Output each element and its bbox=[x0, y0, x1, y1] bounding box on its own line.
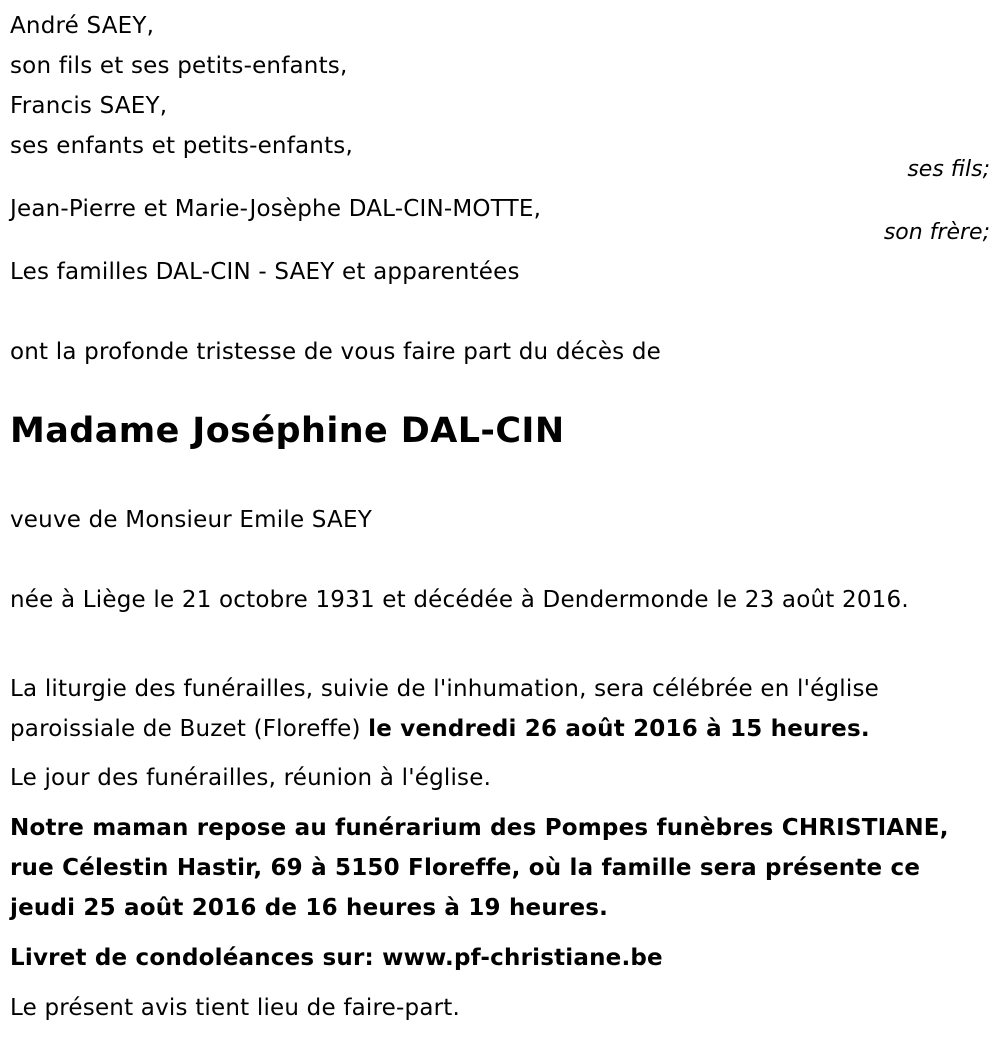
family-line-andre: André SAEY, bbox=[10, 13, 155, 39]
liturgy-date: le vendredi 26 août 2016 à 15 heures. bbox=[368, 716, 870, 742]
liturgy-text: La liturgie des funérailles, suivie de l'inhumation, sera célébrée en l'église paroissiale de Buzet (Floreffe) bbox=[10, 676, 880, 742]
condolences-text: Livret de condoléances sur: www.pf-christiane.be bbox=[10, 945, 663, 971]
gathering-text: Le jour des funérailles, réunion à l'église. bbox=[10, 765, 492, 791]
family-line-brother: Jean-Pierre et Marie-Josèphe DAL-CIN-MOTTE, bbox=[10, 196, 542, 222]
relation-brother: son frère; bbox=[883, 220, 990, 245]
relation-sons: ses fils; bbox=[907, 157, 990, 182]
widow-of-text: veuve de Monsieur Emile SAEY bbox=[10, 507, 372, 533]
deceased-name: Madame Joséphine DAL-CIN bbox=[10, 411, 565, 451]
funeral-home-text: Notre maman repose au funérarium des Pompes funèbres CHRISTIANE, rue Célestin Hastir, 69 à 5150 Floreffe, où la famille sera présente ce jeudi 25 août 2016 de 16 heures à 19 heures. bbox=[10, 815, 949, 921]
liturgy-paragraph bbox=[10, 669, 990, 749]
announcement-text: ont la profonde tristesse de vous faire part du décès de bbox=[10, 339, 662, 365]
family-line-relatives: Les familles DAL-CIN - SAEY et apparentées bbox=[10, 259, 520, 285]
notice-text: Le présent avis tient lieu de faire-part. bbox=[10, 995, 461, 1021]
birth-death-text: née à Liège le 21 octobre 1931 et décédée à Dendermonde le 23 août 2016. bbox=[10, 587, 909, 613]
family-line-francis-children: ses enfants et petits-enfants, bbox=[10, 133, 353, 159]
family-line-andre-children: son fils et ses petits-enfants, bbox=[10, 53, 348, 79]
family-line-francis: Francis SAEY, bbox=[10, 93, 168, 119]
